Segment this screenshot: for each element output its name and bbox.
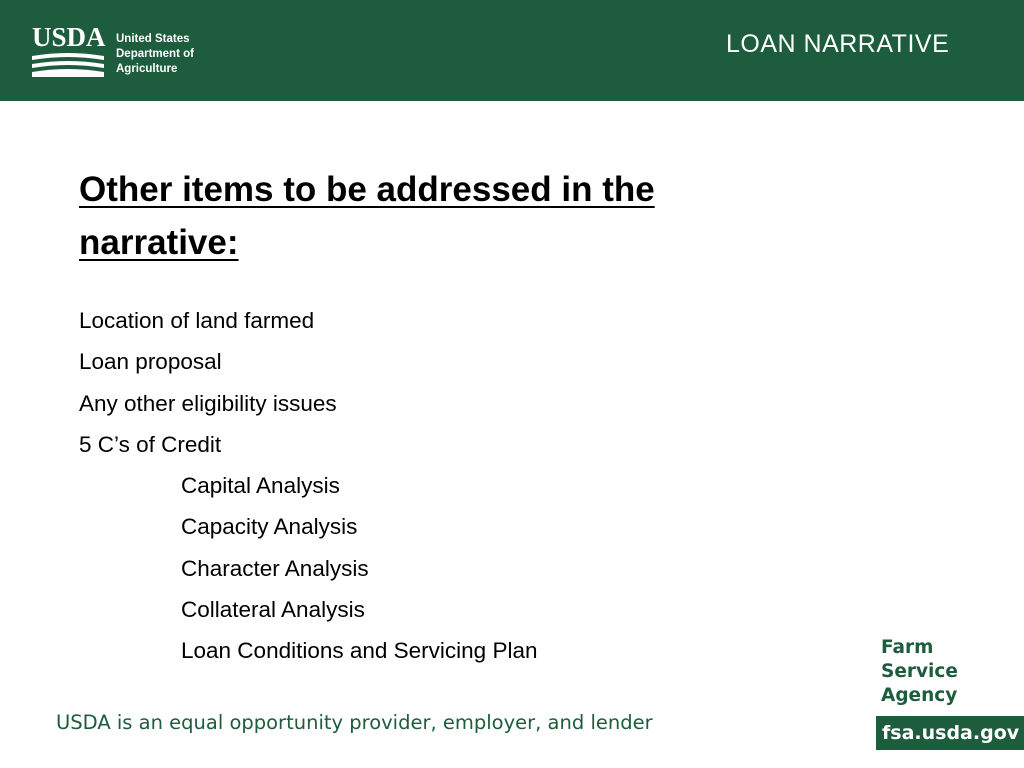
slide-heading [79, 163, 779, 269]
agency-name-line: Agriculture [116, 63, 178, 75]
sub-list-item: Capacity Analysis [181, 514, 358, 540]
list-item: 5 C’s of Credit [79, 431, 222, 457]
fsa-name [881, 636, 958, 708]
header-bar [0, 0, 1024, 101]
usda-logo-letters: USDA [32, 22, 106, 52]
fsa-name-line: Farm [881, 637, 934, 658]
fsa-url-badge: fsa.usda.gov [876, 716, 1024, 750]
usda-logo [32, 22, 207, 82]
agency-name-line: United States [116, 33, 190, 45]
list-item: Any other eligibility issues [79, 390, 337, 416]
equal-opportunity-note: USDA is an equal opportunity provider, employer, and lender [56, 711, 653, 734]
sub-list-item: Collateral Analysis [181, 597, 365, 623]
heading-line: Other items to be addressed in the [79, 170, 655, 209]
usda-swoosh-icon [32, 52, 104, 78]
heading-line: narrative: [79, 223, 239, 262]
fsa-name-line: Agency [881, 685, 958, 706]
usda-mark [32, 22, 104, 78]
agency-name-line: Department of [116, 48, 194, 60]
item-list [79, 304, 537, 676]
slide-section-title: LOAN NARRATIVE [726, 30, 950, 58]
sub-list-item: Character Analysis [181, 555, 369, 581]
fsa-name-line: Service [881, 661, 958, 682]
sub-list-item: Capital Analysis [181, 473, 340, 499]
list-item: Location of land farmed [79, 308, 315, 333]
agency-name [116, 32, 194, 77]
sub-list-item: Loan Conditions and Servicing Plan [181, 638, 538, 664]
list-item: Loan proposal [79, 349, 222, 375]
fsa-logo [876, 636, 1024, 768]
